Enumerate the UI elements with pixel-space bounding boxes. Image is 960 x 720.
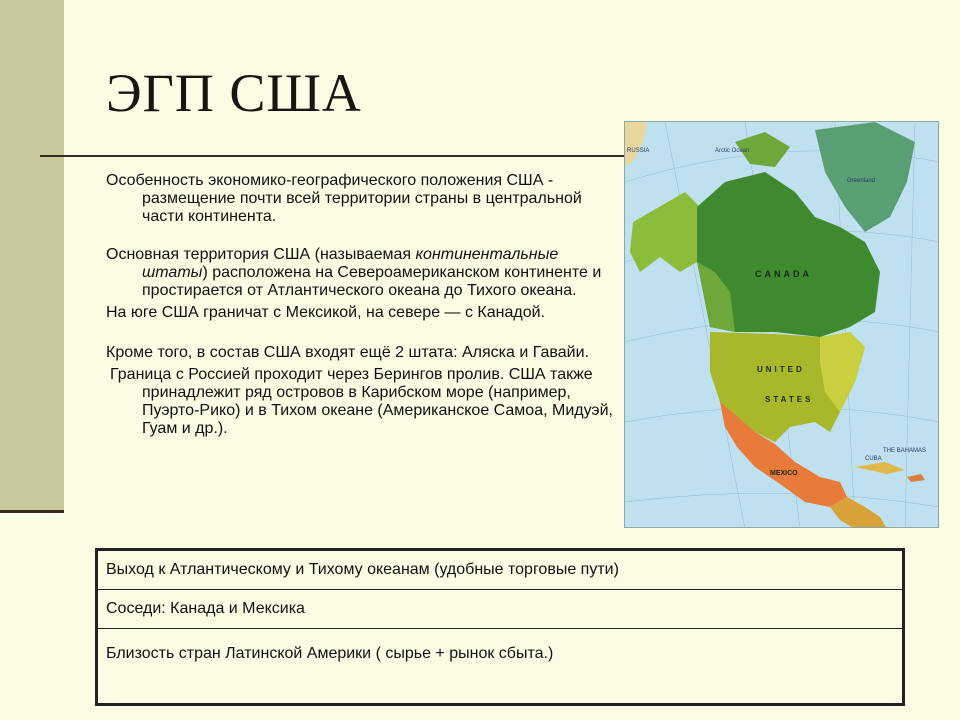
territory-text-end: ) расположена на Североамериканском континенте и простирается от Атлантического океана до Тихого океана.	[142, 264, 602, 299]
table-row: Выход к Атлантическому и Тихому океанам (удобные торговые пути)	[97, 550, 904, 590]
map-label-arctic-ocean: Arctic Ocean	[715, 148, 750, 154]
map-label-cuba: CUBA	[865, 456, 882, 462]
body-text	[106, 172, 616, 438]
map-label-russia: RUSSIA	[627, 148, 650, 154]
slide-title: ЭГП США	[106, 63, 362, 123]
north-america-map	[624, 121, 939, 528]
title-underline	[40, 155, 640, 157]
map-label-greenland: Greenland	[847, 178, 876, 184]
territory-text-italic: континентальные штаты	[142, 246, 559, 281]
decorative-sidebar	[0, 0, 64, 512]
map-label-united: UNITED	[757, 365, 805, 374]
map-label-mexico: MEXICO	[770, 470, 798, 477]
table-row: Соседи: Канада и Мексика	[97, 590, 904, 629]
summary-table	[95, 548, 905, 706]
territory-text-start: Основная территория США (называемая	[106, 246, 416, 263]
table-row: Близость стран Латинской Америки ( сырье + рынок сбыта.)	[97, 629, 904, 705]
paragraph-borders: На юге США граничат с Мексикой, на севере — с Канадой.	[106, 304, 545, 321]
paragraph-states: Кроме того, в состав США входят ещё 2 штата: Аляска и Гавайи.	[106, 344, 589, 361]
sidebar-rule	[0, 510, 64, 513]
paragraph-islands: Граница с Россией проходит через Берингов пролив. США также принадлежит ряд островов в Карибском море (например, Пуэрто-Рико) и в Тихом океане (Американское Самоа, Мидуэй, Гуам и др.).	[110, 366, 613, 437]
map-label-bahamas: THE BAHAMAS	[883, 448, 927, 454]
map-label-states: STATES	[765, 395, 814, 404]
paragraph-position: Особенность экономико-географического положения США - размещение почти всей территории страны в центральной части континента.	[106, 172, 582, 225]
paragraph-territory	[106, 246, 616, 300]
map-label-canada: CANADA	[755, 269, 812, 279]
